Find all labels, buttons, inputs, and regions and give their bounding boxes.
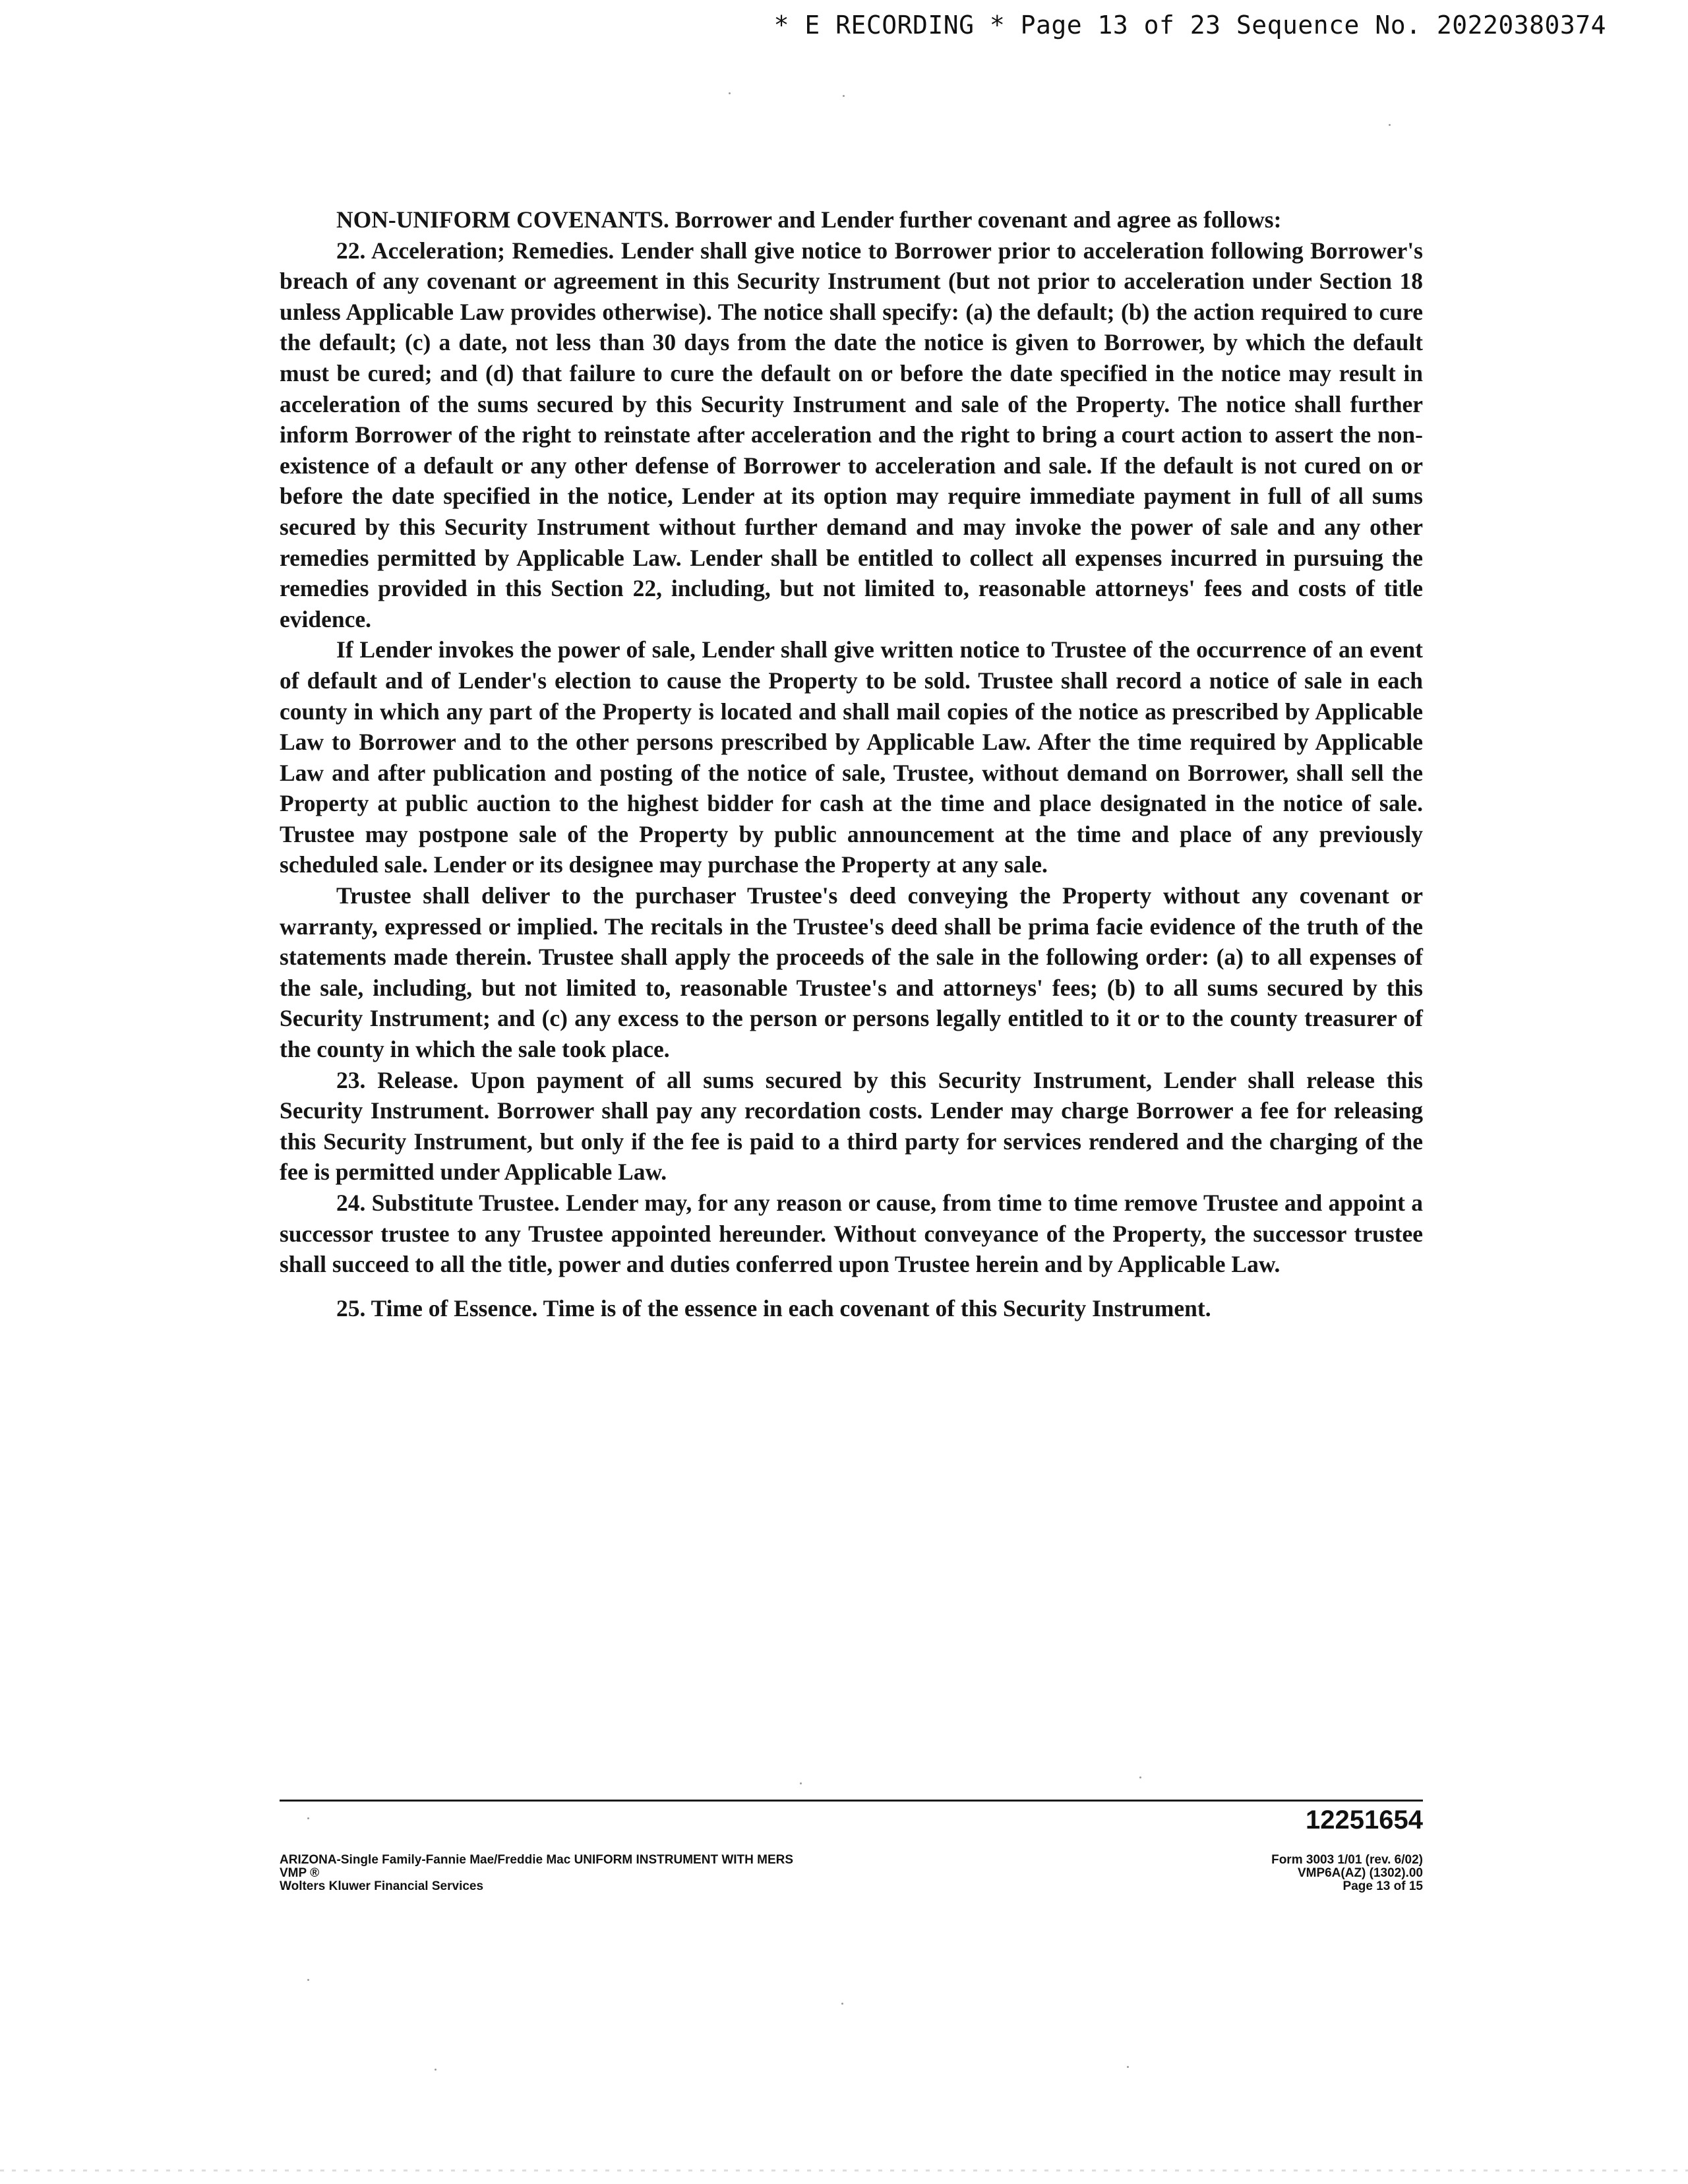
- power-of-sale-paragraph: If Lender invokes the power of sale, Lender shall give written notice to Trustee of the occurrence of an event of default and of Lender's election to cause the Property to be sold. Trustee shall record a notice of sale in each county in which any part of the Property is located and shall mail copies of the notice as prescribed by Applicable Law to Borrower and to the other persons prescribed by Applicable Law. After the time required by Applicable Law and after publication and posting of the notice of sale, Trustee, without demand on Borrower, shall sell the Property at public auction to the highest bidder for cash at the time and place designated in the notice of sale. Trustee may postpone sale of the Property by public announcement at the time and place of any previously scheduled sale. Lender or its designee may purchase the Property at any sale.: [280, 636, 1423, 878]
- footer-form-codes: [1271, 1854, 1423, 1893]
- footer-form-info: [280, 1854, 793, 1893]
- trustee-deed-paragraph: Trustee shall deliver to the purchaser Trustee's deed conveying the Property without any covenant or warranty, expressed or implied. The recitals in the Trustee's deed shall be prima facie evidence of the truth of the statements made therein. Trustee shall apply the proceeds of the sale in the following order: (a) to all expenses of the sale, including, but not limited to, reasonable Trustee's and attorneys' fees; (b) to all sums secured by this Security Instrument; and (c) any excess to the person or persons legally entitled to it or to the county treasurer of the county in which the sale took place.: [280, 882, 1423, 1063]
- section-25-time-of-essence: 25. Time of Essence. Time is of the essence in each covenant of this Security Instrument.: [336, 1294, 1211, 1321]
- scan-speck: [1127, 2066, 1129, 2068]
- scan-speck: [435, 2069, 437, 2071]
- form-number: Form 3003 1/01 (rev. 6/02): [1271, 1853, 1423, 1867]
- scan-speck: [1139, 1776, 1141, 1778]
- publisher-name: Wolters Kluwer Financial Services: [280, 1879, 484, 1893]
- recording-stamp: * E RECORDING * Page 13 of 23 Sequence No. 20220380374: [773, 11, 1606, 40]
- section-24-substitute-trustee: 24. Substitute Trustee. Lender may, for any reason or cause, from time to time remove Trustee and appoint a successor trustee to any Trustee appointed hereunder. Without conveyance of the Property, the successor trustee shall succeed to all the title, power and duties conferred upon Trustee herein and by Applicable Law.: [280, 1190, 1423, 1278]
- section-23-release: 23. Release. Upon payment of all sums secured by this Security Instrument, Lender shall release this Security Instrument. Borrower shall pay any recordation costs. Lender may charge Borrower a fee for releasing this Security Instrument, but only if the fee is paid to a third party for services rendered and the charging of the fee is permitted under Applicable Law.: [280, 1066, 1423, 1186]
- scan-speck: [1389, 124, 1391, 126]
- covenants-heading: NON-UNIFORM COVENANTS. Borrower and Lender further covenant and agree as follows:: [336, 206, 1282, 233]
- scan-speck: [841, 2003, 843, 2005]
- scan-speck: [729, 92, 731, 94]
- form-code: VMP6A(AZ) (1302).00: [1297, 1866, 1423, 1880]
- document-body: [280, 204, 1423, 1323]
- form-title: ARIZONA-Single Family-Fannie Mae/Freddie Mac UNIFORM INSTRUMENT WITH MERS: [280, 1853, 794, 1867]
- section-22-acceleration: 22. Acceleration; Remedies. Lender shall give notice to Borrower prior to acceleration following Borrower's breach of any covenant or agreement in this Security Instrument (but not prior to acceleration under Section 18 unless Applicable Law provides otherwise). The notice shall specify: (a) the default; (b) the action required to cure the default; (c) a date, not less than 30 days from the date the notice is given to Borrower, by which the default must be cured; and (d) that failure to cure the default on or before the date specified in the notice may result in acceleration of the sums secured by this Security Instrument and sale of the Property. The notice shall further inform Borrower of the right to reinstate after acceleration and the right to bring a court action to assert the non-existence of a default or any other defense of Borrower to acceleration and sale. If the default is not cured on or before the date specified in the notice, Lender at its option may require immediate payment in full of all sums secured by this Security Instrument without further demand and may invoke the power of sale and any other remedies permitted by Applicable Law. Lender shall be entitled to collect all expenses incurred in pursuing the remedies provided in this Section 22, including, but not limited to, reasonable attorneys' fees and costs of title evidence.: [280, 237, 1423, 632]
- scan-edge-noise: [0, 2169, 1688, 2171]
- page-label: Page 13 of 15: [1342, 1879, 1423, 1893]
- vmp-mark: VMP ®: [280, 1866, 320, 1880]
- scan-speck: [800, 1782, 802, 1784]
- footer-divider: [280, 1800, 1423, 1802]
- scan-speck: [307, 1979, 309, 1981]
- scan-speck: [307, 1817, 309, 1819]
- loan-number: 12251654: [1306, 1805, 1423, 1835]
- scan-speck: [843, 95, 845, 97]
